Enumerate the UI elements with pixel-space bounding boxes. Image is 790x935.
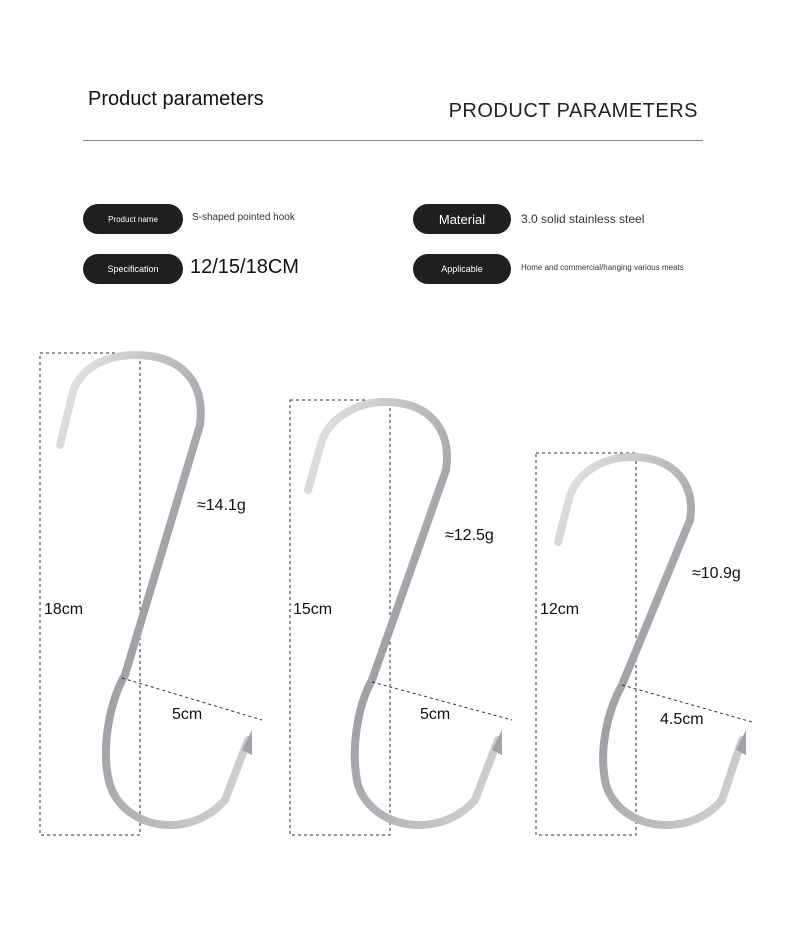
page-title: Product parameters — [88, 88, 264, 110]
hook-18cm-shape — [60, 355, 248, 825]
hook-12cm-width-label: 4.5cm — [660, 711, 704, 728]
hook-12cm-dimension-box — [536, 453, 636, 835]
hook-15cm-width-label: 5cm — [420, 706, 451, 723]
param-label-specification: Specification — [83, 254, 183, 284]
param-value-specification: 12/15/18CM — [190, 256, 299, 278]
hook-12cm-shape — [558, 457, 742, 825]
param-value-applicable: Home and commercial/hanging various meats — [521, 263, 684, 272]
page-title-caps: PRODUCT PARAMETERS — [448, 100, 698, 122]
hook-18cm-weight-label: ≈14.1g — [197, 497, 246, 514]
param-label-material: Material — [413, 204, 511, 234]
param-value-material: 3.0 solid stainless steel — [521, 212, 645, 226]
header-divider — [83, 140, 703, 141]
hook-12cm — [536, 453, 752, 835]
hooks-diagram — [0, 330, 790, 860]
hook-18cm-width-label: 5cm — [172, 706, 203, 723]
hook-15cm-shape — [308, 402, 498, 825]
hook-18cm-height-label: 18cm — [44, 601, 84, 618]
hook-18cm — [40, 353, 262, 835]
hook-12cm-height-label: 12cm — [540, 601, 580, 618]
hook-15cm-weight-label: ≈12.5g — [445, 527, 494, 544]
hook-18cm-dimension-box — [40, 353, 140, 835]
hook-12cm-weight-label: ≈10.9g — [692, 565, 741, 582]
param-value-product-name: S-shaped pointed hook — [192, 212, 295, 223]
hook-15cm-height-label: 15cm — [293, 601, 333, 618]
param-label-applicable: Applicable — [413, 254, 511, 284]
param-label-product-name: Product name — [83, 204, 183, 234]
hook-15cm — [290, 400, 512, 835]
